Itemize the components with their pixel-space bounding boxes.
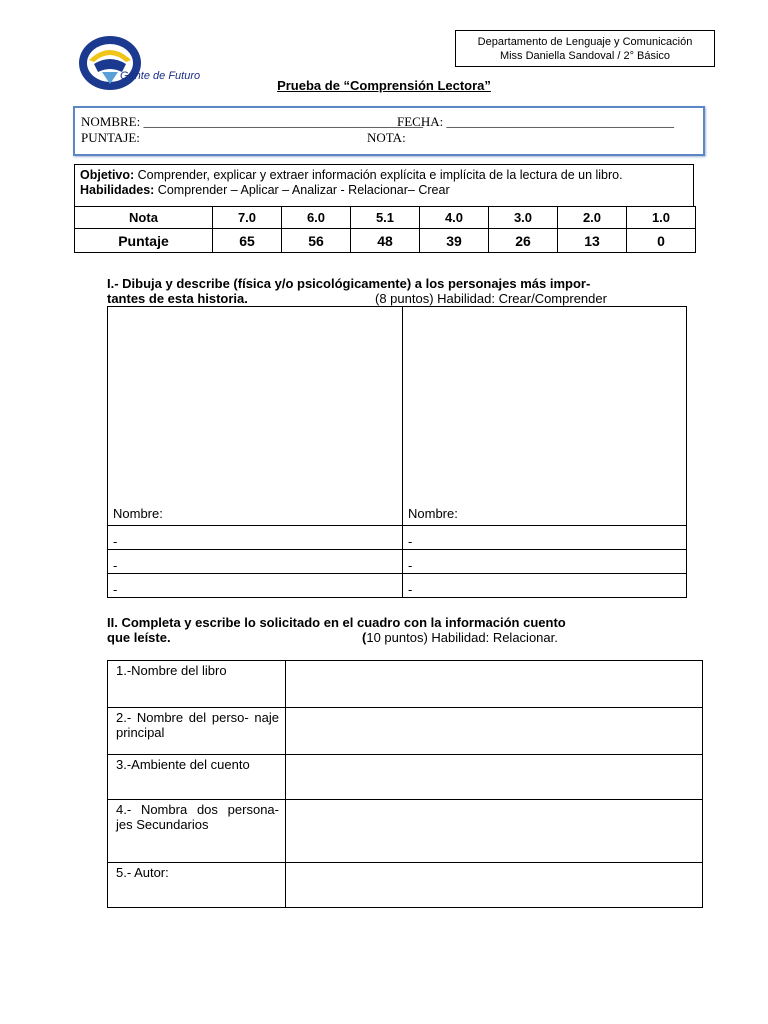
characters-table [107, 306, 687, 598]
info-label: 1.-Nombre del libro [108, 661, 286, 708]
puntaje-cell: 26 [489, 229, 558, 253]
grade-scale-table [74, 206, 696, 253]
description-line[interactable]: - [108, 550, 403, 574]
puntaje-label: Puntaje [75, 229, 213, 253]
department-name: Departamento de Lenguaje y Comunicación [477, 36, 693, 48]
puntaje-cell: 65 [213, 229, 282, 253]
description-line[interactable]: - [108, 526, 403, 550]
puntaje-cell: 39 [420, 229, 489, 253]
nota-cell: 1.0 [627, 207, 696, 229]
nota-cell: 3.0 [489, 207, 558, 229]
description-line[interactable]: - [403, 550, 687, 574]
nota-cell: 7.0 [213, 207, 282, 229]
info-row [108, 863, 703, 908]
objective-box [74, 164, 694, 206]
name-field[interactable]: NOMBRE: ___________________________________________ [81, 114, 423, 129]
page-title: Prueba de “Comprensión Lectora” [277, 78, 491, 93]
drawing-box-1[interactable]: Nombre: [108, 307, 403, 526]
department-box [455, 30, 715, 67]
date-field[interactable]: FECHA: ___________________________________ [397, 114, 674, 129]
nota-cell: 6.0 [282, 207, 351, 229]
info-row [108, 755, 703, 800]
info-row [108, 708, 703, 755]
puntaje-cell: 0 [627, 229, 696, 253]
info-label: 2.- Nombre del perso- naje principal [108, 708, 286, 755]
info-answer[interactable] [286, 708, 703, 755]
info-label: 5.- Autor: [108, 863, 286, 908]
nota-cell: 4.0 [420, 207, 489, 229]
info-label: 3.-Ambiente del cuento [108, 755, 286, 800]
info-label: 4.- Nombra dos persona- jes Secundarios [108, 800, 286, 863]
skills-line: Habilidades: Comprender – Aplicar – Analizar - Relacionar– Crear [80, 183, 450, 197]
info-row [108, 800, 703, 863]
teacher-course: Miss Daniella Sandoval / 2° Básico [499, 50, 671, 62]
objective-line: Objetivo: Comprender, explicar y extraer información explícita e implícita de la lectura de un libro. [80, 168, 623, 182]
nota-cell: 5.1 [351, 207, 420, 229]
nota-row [75, 207, 696, 229]
info-answer[interactable] [286, 863, 703, 908]
info-answer[interactable] [286, 661, 703, 708]
puntaje-cell: 56 [282, 229, 351, 253]
nota-cell: 2.0 [558, 207, 627, 229]
section1-heading: I.- Dibuja y describe (física y/o psicológicamente) a los personajes más impor- tantes de esta historia. (8 puntos) Habilidad: Crear/Comprender [107, 276, 607, 306]
puntaje-row [75, 229, 696, 253]
description-line[interactable]: - [108, 574, 403, 598]
logo-tagline: Gente de Futuro [120, 70, 201, 82]
nota-label: Nota [75, 207, 213, 229]
info-answer[interactable] [286, 800, 703, 863]
section2-heading: II. Completa y escribe lo solicitado en el cuadro con la información cuento que leíste. (10 puntos) Habilidad: Relacionar. [107, 615, 566, 645]
info-row [108, 661, 703, 708]
book-info-table [107, 660, 703, 908]
description-line[interactable]: - [403, 526, 687, 550]
puntaje-cell: 13 [558, 229, 627, 253]
student-info-box [73, 106, 705, 156]
grade-field[interactable]: NOTA: [367, 130, 406, 145]
drawing-box-2[interactable]: Nombre: [403, 307, 687, 526]
score-field[interactable]: PUNTAJE: [81, 130, 140, 145]
description-line[interactable]: - [403, 574, 687, 598]
puntaje-cell: 48 [351, 229, 420, 253]
info-answer[interactable] [286, 755, 703, 800]
